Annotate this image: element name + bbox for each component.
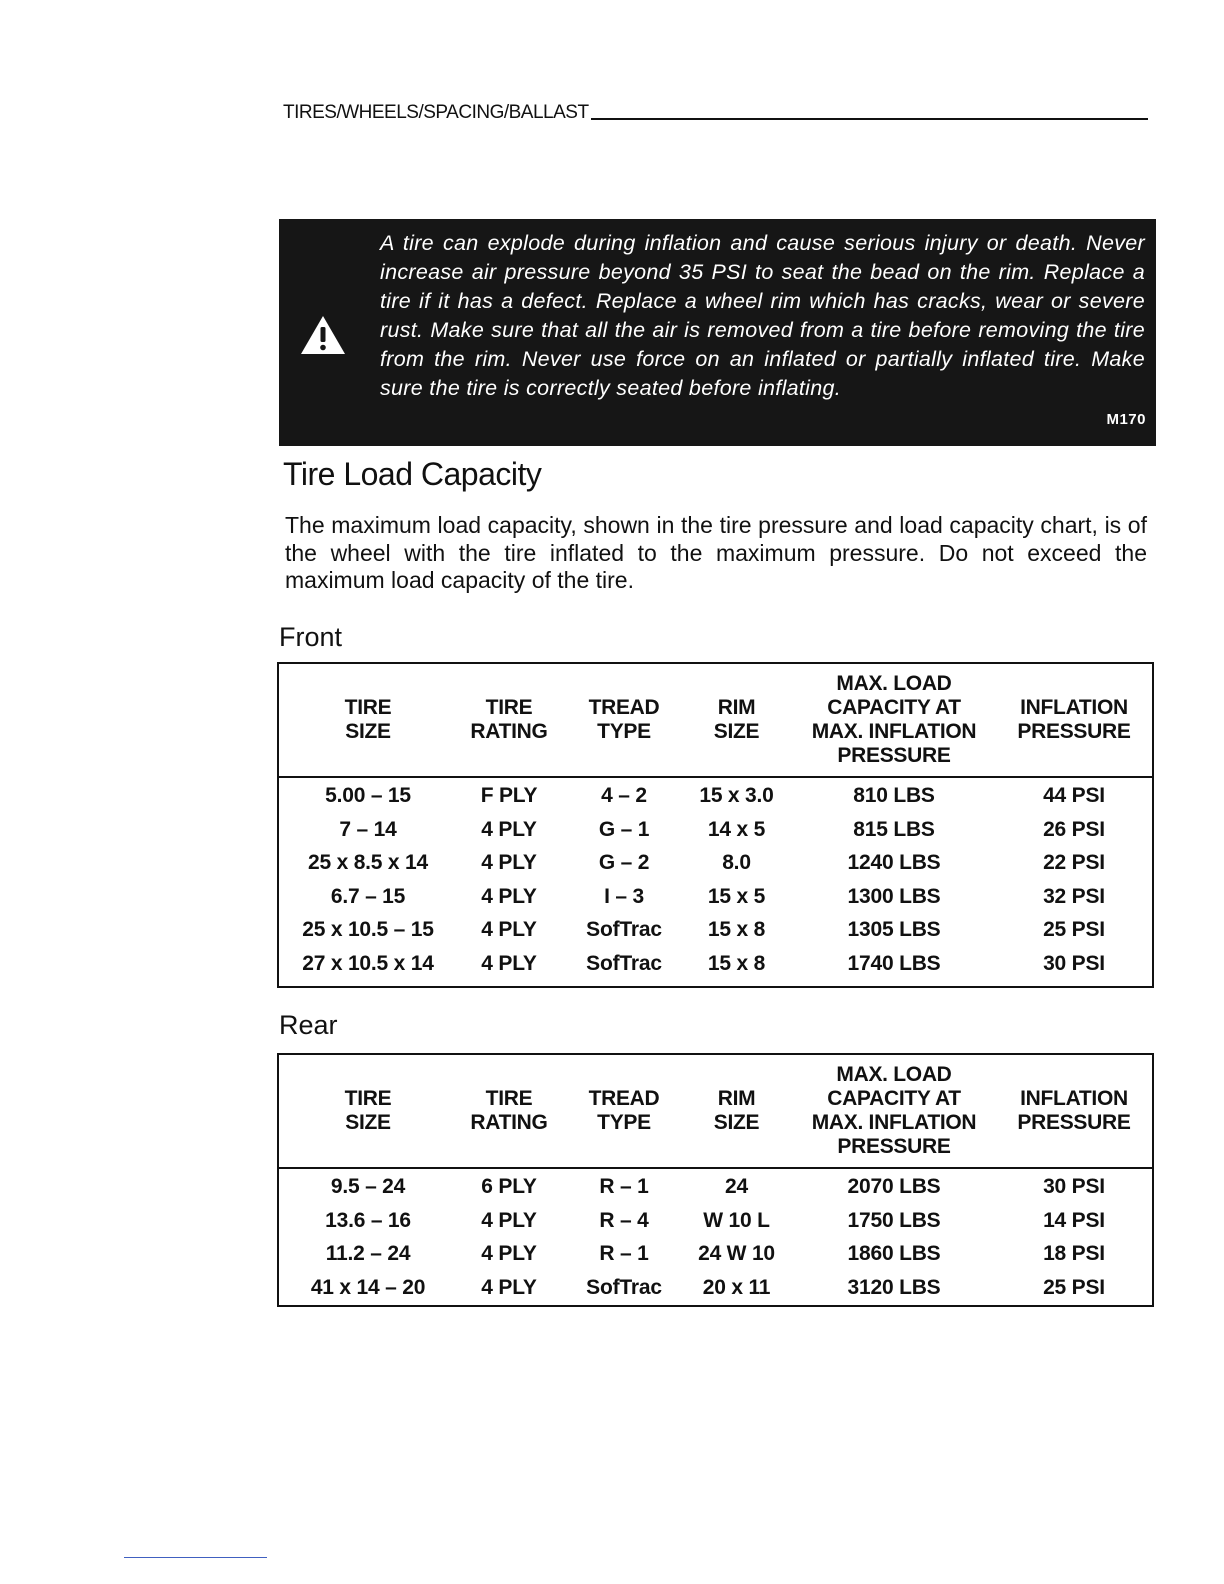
table-cell: 22 PSI xyxy=(1043,851,1105,874)
front-table-body xyxy=(279,778,1152,979)
table-cell: 6.7 – 15 xyxy=(330,884,406,908)
table-cell: 25 x 10.5 – 15 xyxy=(302,918,434,941)
table-cell: 14 PSI xyxy=(1043,1208,1105,1232)
section-title: Tire Load Capacity xyxy=(283,456,542,492)
table-row xyxy=(279,812,1152,846)
column-header-line: TIRE xyxy=(344,1087,392,1110)
header-title: TIRES/WHEELS/SPACING/BALLAST xyxy=(283,102,589,123)
table-cell: 4 PLY xyxy=(481,1275,537,1299)
column-header-line: TIRE xyxy=(344,696,392,719)
table-cell: 13.6 – 16 xyxy=(325,1208,411,1232)
column-header-line: SIZE xyxy=(713,720,760,743)
table-cell: 15 x 3.0 xyxy=(699,784,774,807)
column-header xyxy=(799,1063,989,1159)
column-header-line: TREAD xyxy=(588,696,660,719)
table-row xyxy=(279,1236,1152,1270)
table-cell: 5.00 – 15 xyxy=(325,784,411,807)
column-header xyxy=(999,696,1149,744)
table-cell: 30 PSI xyxy=(1043,1175,1105,1198)
column-header-line: MAX. LOAD xyxy=(836,1063,952,1086)
table-cell: 15 x 8 xyxy=(707,951,766,975)
table-row xyxy=(279,778,1152,812)
column-header xyxy=(679,1087,794,1135)
rear-table-body xyxy=(279,1169,1152,1303)
table-cell: 25 PSI xyxy=(1043,1275,1105,1299)
table-cell: 3120 LBS xyxy=(847,1275,941,1299)
table-cell: 4 PLY xyxy=(481,884,537,908)
column-header xyxy=(459,1087,559,1135)
table-cell: 15 x 8 xyxy=(707,918,766,941)
table-cell: 6 PLY xyxy=(481,1175,537,1198)
table-cell: G – 2 xyxy=(598,851,650,874)
column-header xyxy=(679,696,794,744)
rear-table-header xyxy=(279,1055,1152,1169)
warning-text: A tire can explode during inflation and cause serious injury or death. Never increase air pressure beyond 35 PSI to seat the bead on the rim. Replace a tire if it has a defect. Replace a wheel rim which has cracks, wear or severe rust. Make sure that all the air is removed from a tire before removing the tire from the rim. Never use force on an inflated or partially inflated tire. Make sure the tire is correctly seated before inflating. xyxy=(380,231,1145,400)
table-cell: 1305 LBS xyxy=(847,918,941,941)
table-row xyxy=(279,1203,1152,1237)
table-cell: 25 x 8.5 x 14 xyxy=(307,851,428,874)
table-cell: 41 x 14 – 20 xyxy=(310,1275,426,1299)
table-cell: 26 PSI xyxy=(1043,817,1105,841)
table-cell: 20 x 11 xyxy=(702,1275,771,1299)
column-header xyxy=(999,1087,1149,1135)
page-header xyxy=(283,102,1148,124)
table-cell: 25 PSI xyxy=(1043,918,1105,941)
column-header-line: RIM xyxy=(717,1087,756,1110)
table-cell: 4 PLY xyxy=(481,1242,537,1265)
column-header-line: CAPACITY AT xyxy=(827,696,961,719)
table-cell: I – 3 xyxy=(604,884,644,908)
table-cell: 4 PLY xyxy=(481,817,537,841)
warning-triangle-icon xyxy=(299,314,347,356)
table-cell: 18 PSI xyxy=(1043,1242,1105,1265)
table-row xyxy=(279,946,1152,980)
table-cell: 4 PLY xyxy=(481,951,537,975)
table-row xyxy=(279,1270,1152,1304)
table-cell: R – 1 xyxy=(599,1242,649,1265)
table-cell: 4 – 2 xyxy=(601,784,647,807)
column-header xyxy=(459,696,559,744)
column-header-line: INFLATION xyxy=(1020,1087,1128,1110)
front-table-header xyxy=(279,664,1152,778)
table-cell: 15 x 5 xyxy=(707,884,766,908)
rear-label: Rear xyxy=(279,1010,338,1040)
column-header-line: MAX. INFLATION xyxy=(811,720,977,743)
table-cell: 8.0 xyxy=(722,851,751,874)
table-cell: 11.2 – 24 xyxy=(325,1242,411,1265)
rear-table xyxy=(277,1053,1154,1307)
table-cell: G – 1 xyxy=(598,817,650,841)
table-row xyxy=(279,845,1152,879)
column-header xyxy=(279,1087,457,1135)
column-header-line: RATING xyxy=(470,720,548,743)
column-header-line: SIZE xyxy=(345,1111,391,1134)
column-header-line: RIM xyxy=(717,696,756,719)
table-cell: 1240 LBS xyxy=(847,851,941,874)
table-cell: 810 LBS xyxy=(853,784,935,807)
table-cell: 30 PSI xyxy=(1043,951,1105,975)
table-cell: W 10 L xyxy=(703,1208,770,1232)
column-header xyxy=(279,696,457,744)
table-row xyxy=(279,912,1152,946)
table-cell: SofTrac xyxy=(586,918,662,941)
column-header-line: TREAD xyxy=(588,1087,660,1110)
column-header-line: PRESSURE xyxy=(837,1135,951,1158)
column-header xyxy=(574,696,674,744)
column-header-line: MAX. LOAD xyxy=(836,672,952,695)
table-cell: 24 W 10 xyxy=(698,1242,775,1265)
footer-rule xyxy=(124,1557,267,1558)
column-header xyxy=(799,672,989,768)
header-rule xyxy=(591,118,1148,120)
warning-code: M170 xyxy=(1106,411,1146,428)
table-cell: 1300 LBS xyxy=(847,884,941,908)
table-cell: 1740 LBS xyxy=(847,951,941,975)
table-row xyxy=(279,1169,1152,1203)
column-header-line: TIRE xyxy=(485,1087,533,1110)
table-row xyxy=(279,879,1152,913)
table-cell: 24 xyxy=(725,1175,748,1198)
table-cell: F PLY xyxy=(480,784,538,807)
table-cell: 815 LBS xyxy=(853,817,935,841)
column-header xyxy=(574,1087,674,1135)
column-header-line: SIZE xyxy=(345,720,391,743)
table-cell: 44 PSI xyxy=(1043,784,1105,807)
column-header-line: MAX. INFLATION xyxy=(811,1111,977,1134)
table-cell: R – 1 xyxy=(599,1175,649,1198)
table-cell: 4 PLY xyxy=(481,851,537,874)
table-cell: 9.5 – 24 xyxy=(330,1175,406,1198)
column-header-line: PRESSURE xyxy=(1017,720,1131,743)
table-cell: R – 4 xyxy=(599,1208,649,1232)
table-cell: 1750 LBS xyxy=(847,1208,941,1232)
table-cell: 7 – 14 xyxy=(339,817,397,841)
table-cell: 4 PLY xyxy=(481,1208,537,1232)
table-cell: 4 PLY xyxy=(481,918,537,941)
table-cell: 1860 LBS xyxy=(847,1242,941,1265)
column-header-line: INFLATION xyxy=(1020,696,1128,719)
column-header-line: TIRE xyxy=(485,696,533,719)
column-header-line: CAPACITY AT xyxy=(827,1087,961,1110)
column-header-line: RATING xyxy=(470,1111,548,1134)
table-cell: 14 x 5 xyxy=(707,817,766,841)
table-cell: 27 x 10.5 x 14 xyxy=(302,951,434,975)
table-cell: 2070 LBS xyxy=(847,1175,941,1198)
column-header-line: PRESSURE xyxy=(837,744,951,767)
column-header-line: PRESSURE xyxy=(1017,1111,1131,1134)
column-header-line: TYPE xyxy=(597,720,651,743)
column-header-line: SIZE xyxy=(713,1111,760,1134)
table-cell: 32 PSI xyxy=(1043,884,1105,908)
table-cell: SofTrac xyxy=(586,951,662,975)
table-cell: SofTrac xyxy=(586,1275,662,1299)
front-table xyxy=(277,662,1154,988)
front-label: Front xyxy=(279,622,343,652)
column-header-line: TYPE xyxy=(597,1111,651,1134)
intro-paragraph: The maximum load capacity, shown in the tire pressure and load capacity chart, is of the wheel with the tire inflated to the maximum pressure. Do not exceed the maximum load capacity of the tire. xyxy=(285,512,1147,593)
warning-box xyxy=(279,219,1156,446)
